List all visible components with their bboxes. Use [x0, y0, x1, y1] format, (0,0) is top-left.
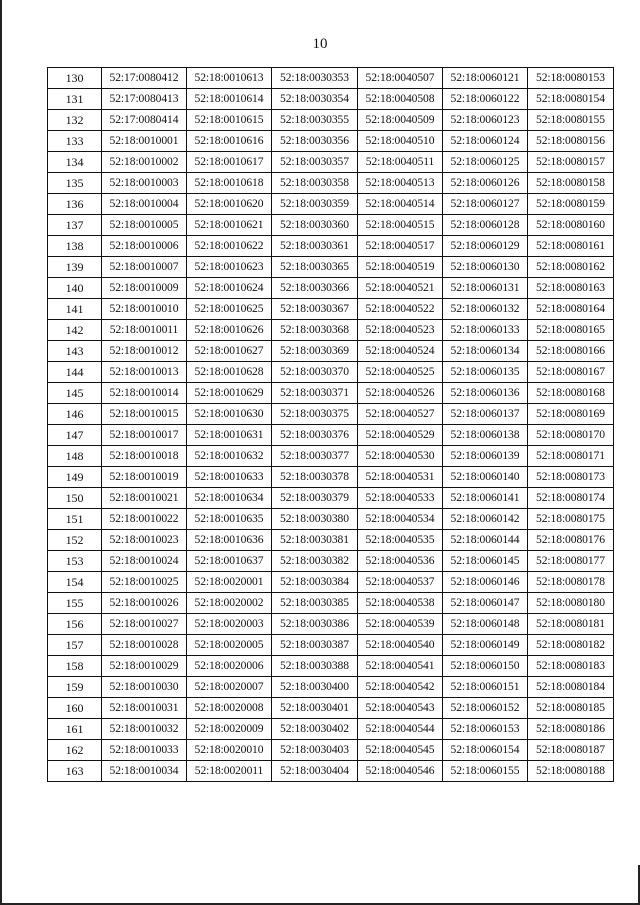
cadastral-number-cell: 52:18:0010635	[187, 509, 272, 530]
cadastral-number-cell: 52:18:0060121	[443, 68, 528, 89]
row-number-cell: 160	[48, 698, 102, 719]
cadastral-number-cell: 52:18:0060129	[443, 236, 528, 257]
row-number-cell: 156	[48, 614, 102, 635]
table-row	[48, 698, 614, 719]
cadastral-number-cell: 52:18:0040541	[358, 656, 443, 677]
cadastral-number-cell: 52:18:0080181	[528, 614, 614, 635]
cadastral-number-cell: 52:18:0080175	[528, 509, 614, 530]
table-row	[48, 215, 614, 236]
row-number-cell: 131	[48, 89, 102, 110]
cadastral-number-cell: 52:18:0080156	[528, 131, 614, 152]
cadastral-number-cell: 52:18:0030379	[272, 488, 358, 509]
cadastral-number-cell: 52:18:0040509	[358, 110, 443, 131]
cadastral-number-cell: 52:18:0080161	[528, 236, 614, 257]
row-number-cell: 157	[48, 635, 102, 656]
cadastral-number-cell: 52:18:0060131	[443, 278, 528, 299]
cadastral-number-cell: 52:18:0080178	[528, 572, 614, 593]
cadastral-number-cell: 52:18:0010033	[102, 740, 187, 761]
cadastral-number-cell: 52:18:0030387	[272, 635, 358, 656]
cadastral-number-cell: 52:18:0020005	[187, 635, 272, 656]
cadastral-number-cell: 52:18:0030378	[272, 467, 358, 488]
cadastral-number-cell: 52:18:0040524	[358, 341, 443, 362]
cadastral-number-cell: 52:18:0040546	[358, 761, 443, 782]
cadastral-number-cell: 52:18:0040539	[358, 614, 443, 635]
cadastral-number-cell: 52:18:0010010	[102, 299, 187, 320]
cadastral-number-cell: 52:18:0010014	[102, 383, 187, 404]
cadastral-number-cell: 52:18:0040510	[358, 131, 443, 152]
table-row	[48, 173, 614, 194]
cadastral-number-cell: 52:18:0080187	[528, 740, 614, 761]
cadastral-number-cell: 52:18:0060133	[443, 320, 528, 341]
cadastral-number-cell: 52:18:0010628	[187, 362, 272, 383]
cadastral-number-cell: 52:18:0060142	[443, 509, 528, 530]
cadastral-number-cell: 52:18:0040517	[358, 236, 443, 257]
cadastral-number-cell: 52:18:0010026	[102, 593, 187, 614]
cadastral-table-container	[47, 67, 613, 782]
cadastral-number-cell: 52:18:0040521	[358, 278, 443, 299]
row-number-cell: 139	[48, 257, 102, 278]
cadastral-number-cell: 52:18:0060153	[443, 719, 528, 740]
cadastral-number-cell: 52:18:0020009	[187, 719, 272, 740]
scan-edge-left	[0, 0, 2, 905]
row-number-cell: 136	[48, 194, 102, 215]
cadastral-number-cell: 52:18:0060149	[443, 635, 528, 656]
row-number-cell: 144	[48, 362, 102, 383]
cadastral-number-cell: 52:18:0080167	[528, 362, 614, 383]
cadastral-number-cell: 52:18:0060139	[443, 446, 528, 467]
table-row	[48, 656, 614, 677]
row-number-cell: 159	[48, 677, 102, 698]
cadastral-number-cell: 52:18:0040511	[358, 152, 443, 173]
cadastral-number-cell: 52:18:0080171	[528, 446, 614, 467]
cadastral-number-cell: 52:18:0010013	[102, 362, 187, 383]
cadastral-number-cell: 52:18:0060134	[443, 341, 528, 362]
table-row	[48, 236, 614, 257]
cadastral-number-cell: 52:18:0060141	[443, 488, 528, 509]
cadastral-number-cell: 52:18:0010630	[187, 404, 272, 425]
cadastral-number-cell: 52:18:0010032	[102, 719, 187, 740]
cadastral-number-cell: 52:17:0080412	[102, 68, 187, 89]
cadastral-number-cell: 52:18:0080177	[528, 551, 614, 572]
cadastral-number-cell: 52:18:0080176	[528, 530, 614, 551]
table-row	[48, 614, 614, 635]
table-row	[48, 635, 614, 656]
cadastral-number-cell: 52:18:0040545	[358, 740, 443, 761]
cadastral-number-cell: 52:18:0030381	[272, 530, 358, 551]
cadastral-number-cell: 52:18:0010637	[187, 551, 272, 572]
cadastral-number-cell: 52:18:0010034	[102, 761, 187, 782]
cadastral-number-cell: 52:18:0010004	[102, 194, 187, 215]
cadastral-number-cell: 52:18:0010029	[102, 656, 187, 677]
table-row	[48, 467, 614, 488]
cadastral-number-cell: 52:18:0040533	[358, 488, 443, 509]
cadastral-number-cell: 52:18:0060138	[443, 425, 528, 446]
cadastral-number-cell: 52:18:0010024	[102, 551, 187, 572]
cadastral-number-cell: 52:18:0030365	[272, 257, 358, 278]
cadastral-number-cell: 52:18:0080188	[528, 761, 614, 782]
row-number-cell: 145	[48, 383, 102, 404]
cadastral-number-cell: 52:18:0010618	[187, 173, 272, 194]
row-number-cell: 158	[48, 656, 102, 677]
cadastral-number-cell: 52:18:0030354	[272, 89, 358, 110]
cadastral-number-cell: 52:18:0030377	[272, 446, 358, 467]
cadastral-number-cell: 52:18:0010005	[102, 215, 187, 236]
cadastral-number-cell: 52:18:0060124	[443, 131, 528, 152]
cadastral-number-cell: 52:18:0060122	[443, 89, 528, 110]
cadastral-number-cell: 52:18:0080169	[528, 404, 614, 425]
cadastral-number-cell: 52:18:0030371	[272, 383, 358, 404]
cadastral-number-cell: 52:18:0040522	[358, 299, 443, 320]
cadastral-number-cell: 52:18:0030367	[272, 299, 358, 320]
cadastral-number-cell: 52:18:0010624	[187, 278, 272, 299]
cadastral-number-cell: 52:18:0010025	[102, 572, 187, 593]
row-number-cell: 143	[48, 341, 102, 362]
cadastral-number-cell: 52:18:0010017	[102, 425, 187, 446]
cadastral-number-cell: 52:18:0060140	[443, 467, 528, 488]
table-row	[48, 383, 614, 404]
cadastral-number-cell: 52:18:0020002	[187, 593, 272, 614]
cadastral-number-cell: 52:18:0080155	[528, 110, 614, 131]
table-row	[48, 194, 614, 215]
table-body	[48, 68, 614, 782]
cadastral-number-cell: 52:18:0010625	[187, 299, 272, 320]
cadastral-number-cell: 52:18:0080160	[528, 215, 614, 236]
cadastral-number-cell: 52:18:0030386	[272, 614, 358, 635]
cadastral-number-cell: 52:18:0040514	[358, 194, 443, 215]
cadastral-number-cell: 52:18:0010018	[102, 446, 187, 467]
cadastral-number-cell: 52:18:0040543	[358, 698, 443, 719]
cadastral-number-cell: 52:18:0030385	[272, 593, 358, 614]
cadastral-number-cell: 52:18:0080154	[528, 89, 614, 110]
row-number-cell: 152	[48, 530, 102, 551]
cadastral-number-cell: 52:18:0060145	[443, 551, 528, 572]
table-row	[48, 677, 614, 698]
cadastral-number-cell: 52:18:0040538	[358, 593, 443, 614]
cadastral-number-cell: 52:18:0010019	[102, 467, 187, 488]
cadastral-number-cell: 52:18:0080166	[528, 341, 614, 362]
row-number-cell: 141	[48, 299, 102, 320]
table-row	[48, 341, 614, 362]
cadastral-number-cell: 52:18:0010009	[102, 278, 187, 299]
cadastral-number-cell: 52:18:0010621	[187, 215, 272, 236]
cadastral-number-cell: 52:18:0040534	[358, 509, 443, 530]
row-number-cell: 149	[48, 467, 102, 488]
cadastral-number-cell: 52:18:0010030	[102, 677, 187, 698]
cadastral-number-cell: 52:18:0040513	[358, 173, 443, 194]
table-row	[48, 593, 614, 614]
table-row	[48, 425, 614, 446]
cadastral-number-cell: 52:18:0020007	[187, 677, 272, 698]
table-row	[48, 761, 614, 782]
cadastral-number-cell: 52:18:0060130	[443, 257, 528, 278]
cadastral-number-cell: 52:18:0080174	[528, 488, 614, 509]
cadastral-number-cell: 52:18:0060146	[443, 572, 528, 593]
cadastral-number-cell: 52:18:0030388	[272, 656, 358, 677]
cadastral-number-cell: 52:18:0030376	[272, 425, 358, 446]
cadastral-number-cell: 52:18:0060125	[443, 152, 528, 173]
table-row	[48, 110, 614, 131]
row-number-cell: 146	[48, 404, 102, 425]
page-number: 10	[312, 36, 328, 52]
row-number-cell: 154	[48, 572, 102, 593]
cadastral-number-cell: 52:18:0020001	[187, 572, 272, 593]
cadastral-number-cell: 52:18:0080165	[528, 320, 614, 341]
cadastral-number-cell: 52:18:0010632	[187, 446, 272, 467]
table-row	[48, 68, 614, 89]
row-number-cell: 135	[48, 173, 102, 194]
cadastral-number-cell: 52:18:0010012	[102, 341, 187, 362]
cadastral-number-cell: 52:18:0040526	[358, 383, 443, 404]
cadastral-number-cell: 52:18:0010614	[187, 89, 272, 110]
cadastral-number-cell: 52:18:0080158	[528, 173, 614, 194]
table-row	[48, 257, 614, 278]
cadastral-number-cell: 52:18:0030380	[272, 509, 358, 530]
cadastral-number-cell: 52:18:0030400	[272, 677, 358, 698]
row-number-cell: 162	[48, 740, 102, 761]
cadastral-number-cell: 52:18:0010620	[187, 194, 272, 215]
row-number-cell: 150	[48, 488, 102, 509]
cadastral-number-cell: 52:17:0080413	[102, 89, 187, 110]
cadastral-number-cell: 52:18:0060152	[443, 698, 528, 719]
table-row	[48, 509, 614, 530]
cadastral-number-cell: 52:18:0030402	[272, 719, 358, 740]
cadastral-number-cell: 52:18:0030375	[272, 404, 358, 425]
table-row	[48, 740, 614, 761]
cadastral-number-cell: 52:18:0010015	[102, 404, 187, 425]
cadastral-number-cell: 52:18:0020011	[187, 761, 272, 782]
row-number-cell: 142	[48, 320, 102, 341]
row-number-cell: 163	[48, 761, 102, 782]
cadastral-number-cell: 52:18:0030355	[272, 110, 358, 131]
cadastral-number-cell: 52:18:0080182	[528, 635, 614, 656]
table-row	[48, 152, 614, 173]
cadastral-number-cell: 52:18:0060128	[443, 215, 528, 236]
cadastral-number-cell: 52:18:0040507	[358, 68, 443, 89]
cadastral-number-table	[47, 67, 614, 782]
cadastral-number-cell: 52:18:0010617	[187, 152, 272, 173]
cadastral-number-cell: 52:18:0040525	[358, 362, 443, 383]
cadastral-number-cell: 52:18:0020006	[187, 656, 272, 677]
cadastral-number-cell: 52:18:0040537	[358, 572, 443, 593]
table-row	[48, 551, 614, 572]
table-row	[48, 530, 614, 551]
cadastral-number-cell: 52:18:0080162	[528, 257, 614, 278]
cadastral-number-cell: 52:18:0060150	[443, 656, 528, 677]
table-row	[48, 320, 614, 341]
cadastral-number-cell: 52:18:0030359	[272, 194, 358, 215]
cadastral-number-cell: 52:18:0060127	[443, 194, 528, 215]
cadastral-number-cell: 52:18:0010615	[187, 110, 272, 131]
cadastral-number-cell: 52:18:0020008	[187, 698, 272, 719]
cadastral-number-cell: 52:18:0030369	[272, 341, 358, 362]
cadastral-number-cell: 52:18:0010622	[187, 236, 272, 257]
cadastral-number-cell: 52:18:0060132	[443, 299, 528, 320]
cadastral-number-cell: 52:18:0010613	[187, 68, 272, 89]
cadastral-number-cell: 52:18:0030353	[272, 68, 358, 89]
cadastral-number-cell: 52:18:0010636	[187, 530, 272, 551]
table-row	[48, 278, 614, 299]
row-number-cell: 147	[48, 425, 102, 446]
cadastral-number-cell: 52:18:0010011	[102, 320, 187, 341]
cadastral-number-cell: 52:18:0010627	[187, 341, 272, 362]
cadastral-number-cell: 52:18:0080183	[528, 656, 614, 677]
cadastral-number-cell: 52:18:0040536	[358, 551, 443, 572]
row-number-cell: 140	[48, 278, 102, 299]
cadastral-number-cell: 52:18:0040529	[358, 425, 443, 446]
cadastral-number-cell: 52:18:0010633	[187, 467, 272, 488]
cadastral-number-cell: 52:18:0040519	[358, 257, 443, 278]
cadastral-number-cell: 52:18:0030403	[272, 740, 358, 761]
cadastral-number-cell: 52:18:0030404	[272, 761, 358, 782]
cadastral-number-cell: 52:18:0060123	[443, 110, 528, 131]
cadastral-number-cell: 52:18:0040542	[358, 677, 443, 698]
table-row	[48, 446, 614, 467]
cadastral-number-cell: 52:18:0030358	[272, 173, 358, 194]
cadastral-number-cell: 52:18:0060155	[443, 761, 528, 782]
cadastral-number-cell: 52:18:0030382	[272, 551, 358, 572]
cadastral-number-cell: 52:18:0060126	[443, 173, 528, 194]
row-number-cell: 133	[48, 131, 102, 152]
cadastral-number-cell: 52:18:0060135	[443, 362, 528, 383]
row-number-cell: 130	[48, 68, 102, 89]
cadastral-number-cell: 52:18:0010007	[102, 257, 187, 278]
row-number-cell: 153	[48, 551, 102, 572]
cadastral-number-cell: 52:18:0030401	[272, 698, 358, 719]
cadastral-number-cell: 52:18:0010022	[102, 509, 187, 530]
cadastral-number-cell: 52:17:0080414	[102, 110, 187, 131]
cadastral-number-cell: 52:18:0080163	[528, 278, 614, 299]
cadastral-number-cell: 52:18:0010002	[102, 152, 187, 173]
cadastral-number-cell: 52:18:0020003	[187, 614, 272, 635]
cadastral-number-cell: 52:18:0010001	[102, 131, 187, 152]
cadastral-number-cell: 52:18:0030357	[272, 152, 358, 173]
cadastral-number-cell: 52:18:0010626	[187, 320, 272, 341]
cadastral-number-cell: 52:18:0080164	[528, 299, 614, 320]
cadastral-number-cell: 52:18:0080185	[528, 698, 614, 719]
cadastral-number-cell: 52:18:0060151	[443, 677, 528, 698]
cadastral-number-cell: 52:18:0010629	[187, 383, 272, 404]
cadastral-number-cell: 52:18:0080168	[528, 383, 614, 404]
cadastral-number-cell: 52:18:0010006	[102, 236, 187, 257]
cadastral-number-cell: 52:18:0040523	[358, 320, 443, 341]
cadastral-number-cell: 52:18:0030370	[272, 362, 358, 383]
table-row	[48, 719, 614, 740]
row-number-cell: 151	[48, 509, 102, 530]
cadastral-number-cell: 52:18:0080173	[528, 467, 614, 488]
cadastral-number-cell: 52:18:0030368	[272, 320, 358, 341]
cadastral-number-cell: 52:18:0010027	[102, 614, 187, 635]
cadastral-number-cell: 52:18:0010634	[187, 488, 272, 509]
cadastral-number-cell: 52:18:0010023	[102, 530, 187, 551]
table-row	[48, 89, 614, 110]
cadastral-number-cell: 52:18:0080184	[528, 677, 614, 698]
cadastral-number-cell: 52:18:0010031	[102, 698, 187, 719]
cadastral-number-cell: 52:18:0060137	[443, 404, 528, 425]
cadastral-number-cell: 52:18:0080157	[528, 152, 614, 173]
cadastral-number-cell: 52:18:0030356	[272, 131, 358, 152]
table-row	[48, 404, 614, 425]
cadastral-number-cell: 52:18:0080159	[528, 194, 614, 215]
table-row	[48, 131, 614, 152]
table-row	[48, 362, 614, 383]
cadastral-number-cell: 52:18:0060148	[443, 614, 528, 635]
cadastral-number-cell: 52:18:0030361	[272, 236, 358, 257]
row-number-cell: 137	[48, 215, 102, 236]
cadastral-number-cell: 52:18:0030360	[272, 215, 358, 236]
cadastral-number-cell: 52:18:0060136	[443, 383, 528, 404]
row-number-cell: 148	[48, 446, 102, 467]
cadastral-number-cell: 52:18:0040531	[358, 467, 443, 488]
table-row	[48, 488, 614, 509]
cadastral-number-cell: 52:18:0040508	[358, 89, 443, 110]
row-number-cell: 161	[48, 719, 102, 740]
cadastral-number-cell: 52:18:0080186	[528, 719, 614, 740]
cadastral-number-cell: 52:18:0010028	[102, 635, 187, 656]
cadastral-number-cell: 52:18:0060144	[443, 530, 528, 551]
table-row	[48, 572, 614, 593]
cadastral-number-cell: 52:18:0080180	[528, 593, 614, 614]
row-number-cell: 155	[48, 593, 102, 614]
cadastral-number-cell: 52:18:0080170	[528, 425, 614, 446]
cadastral-number-cell: 52:18:0040530	[358, 446, 443, 467]
cadastral-number-cell: 52:18:0040540	[358, 635, 443, 656]
cadastral-number-cell: 52:18:0010021	[102, 488, 187, 509]
row-number-cell: 134	[48, 152, 102, 173]
row-number-cell: 132	[48, 110, 102, 131]
cadastral-number-cell: 52:18:0040515	[358, 215, 443, 236]
cadastral-number-cell: 52:18:0040535	[358, 530, 443, 551]
cadastral-number-cell: 52:18:0030384	[272, 572, 358, 593]
cadastral-number-cell: 52:18:0020010	[187, 740, 272, 761]
cadastral-number-cell: 52:18:0010623	[187, 257, 272, 278]
cadastral-number-cell: 52:18:0010003	[102, 173, 187, 194]
table-row	[48, 299, 614, 320]
cadastral-number-cell: 52:18:0030366	[272, 278, 358, 299]
cadastral-number-cell: 52:18:0080153	[528, 68, 614, 89]
cadastral-number-cell: 52:18:0040527	[358, 404, 443, 425]
cadastral-number-cell: 52:18:0060147	[443, 593, 528, 614]
row-number-cell: 138	[48, 236, 102, 257]
cadastral-number-cell: 52:18:0010616	[187, 131, 272, 152]
cadastral-number-cell: 52:18:0060154	[443, 740, 528, 761]
cadastral-number-cell: 52:18:0040544	[358, 719, 443, 740]
cadastral-number-cell: 52:18:0010631	[187, 425, 272, 446]
